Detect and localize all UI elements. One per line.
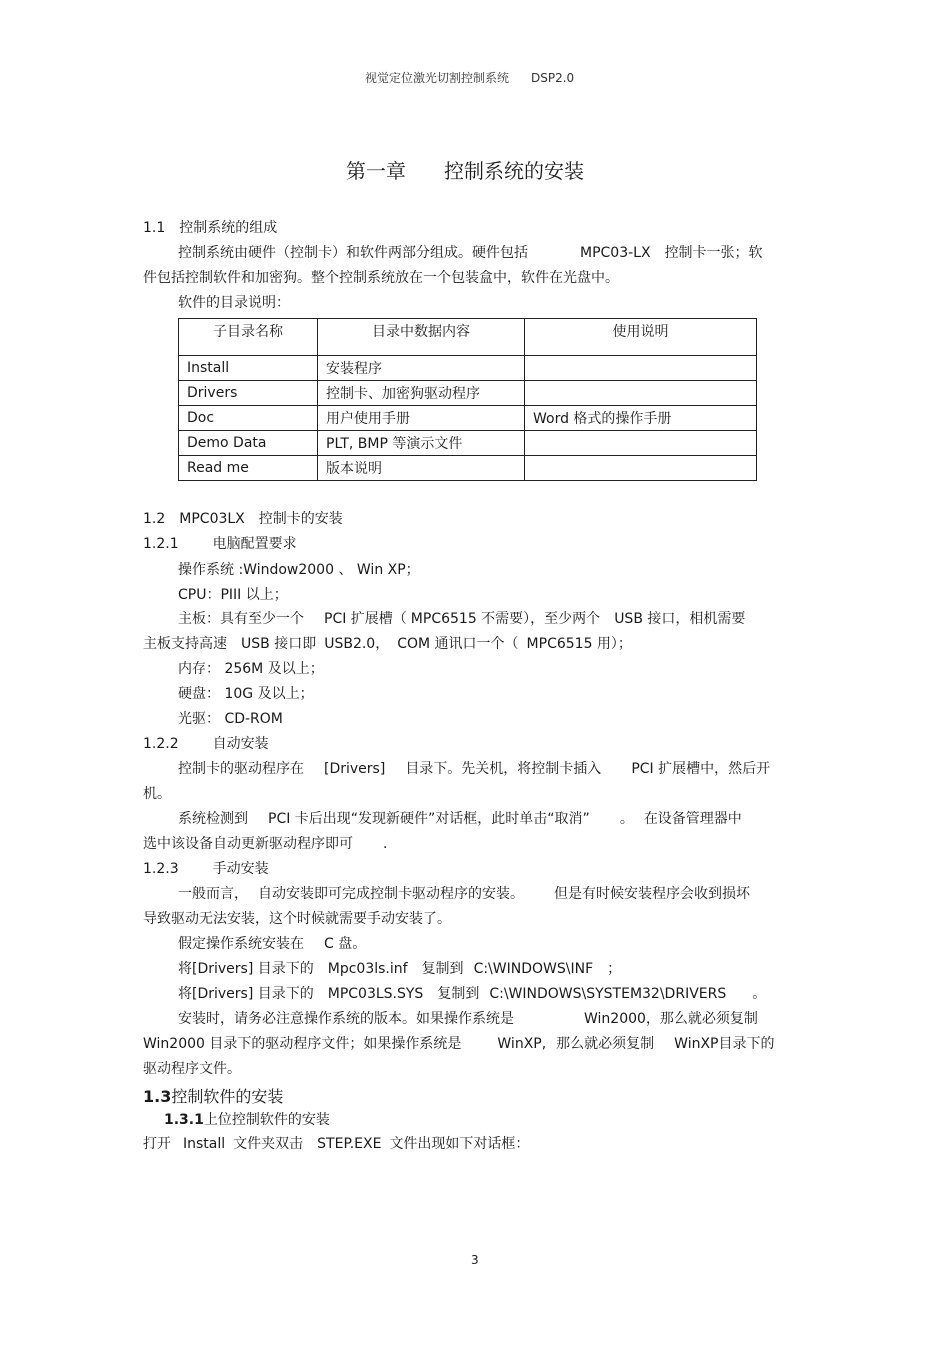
text-span: 文件出现如下对话框：	[389, 1136, 530, 1152]
heading-text: 控制系统的组成	[179, 220, 278, 236]
paragraph-line	[178, 760, 770, 778]
heading-number: 1.2.3	[143, 861, 179, 877]
table-row	[179, 456, 757, 481]
heading-number: 1.1	[143, 220, 166, 236]
section-heading-1-2-3	[143, 860, 269, 878]
paragraph-line: 件包括控制软件和加密狗。整个控制系统放在一个包装盒中，软件在光盘中。	[143, 270, 619, 286]
heading-number: 1.2	[143, 511, 166, 527]
table-cell: Install	[179, 356, 318, 381]
text-span: 将[Drivers] 目录下的	[178, 986, 314, 1002]
text-span: 但是有时候安装程序会收到损坏	[554, 886, 750, 902]
text-span: 。	[752, 986, 767, 1002]
text-span: COM 通讯口一个（	[397, 636, 519, 652]
text-span: C:\WINDOWS\SYSTEM32\DRIVERS	[489, 986, 727, 1002]
chapter-name: 控制系统的安装	[444, 159, 584, 183]
header-title: 视觉定位激光切割控制系统	[365, 71, 510, 85]
text-span: 主板：具有至少一个	[178, 611, 304, 627]
table-cell: PLT, BMP 等演示文件	[318, 431, 525, 456]
table-row	[179, 381, 757, 406]
heading-number: 1.3.1	[164, 1112, 204, 1128]
text-span: PCI 扩展槽（	[324, 611, 407, 627]
table-cell	[525, 356, 757, 381]
table-cell: 控制卡、加密狗驱动程序	[318, 381, 525, 406]
paragraph-line: 硬盘： 10G 及以上；	[178, 686, 314, 702]
text-span: 自动安装即可完成控制卡驱动程序的安装。	[258, 886, 524, 902]
paragraph-line	[178, 1010, 758, 1028]
text-span: MPC6515 不需要），至少两个	[410, 611, 601, 627]
paragraph-line: 操作系统 :Window2000 、 Win XP；	[178, 562, 420, 578]
heading-number: 1.2.2	[143, 736, 179, 752]
table-cell	[525, 456, 757, 481]
table-cell: Demo Data	[179, 431, 318, 456]
text-span: Win2000 目录下的驱动程序文件；如果操作系统是	[143, 1036, 462, 1052]
paragraph-line	[143, 1135, 529, 1153]
paragraph-line	[143, 1035, 775, 1053]
table-header-cell: 子目录名称	[179, 319, 318, 356]
table-cell: 用户使用手册	[318, 406, 525, 431]
text-span: 一般而言，	[178, 886, 248, 902]
text-span: .	[383, 836, 388, 852]
heading-text: 上位控制软件的安装	[203, 1112, 330, 1128]
text-span: MPC03LS.SYS	[327, 986, 424, 1002]
paragraph-line	[143, 635, 632, 653]
text-span: 复制到	[421, 961, 464, 977]
section-heading-1-3	[143, 1084, 283, 1107]
text-span: 控制系统由硬件（控制卡）和软件两部分组成。硬件包括	[178, 245, 528, 261]
text-span: STEP.EXE	[317, 1136, 382, 1152]
directory-table	[178, 318, 757, 481]
paragraph-line	[178, 935, 366, 953]
text-span: MPC6515 用）；	[526, 636, 632, 652]
text-span: PCI 扩展槽中，然后开	[631, 761, 771, 777]
table-row	[179, 356, 757, 381]
paragraph-line	[178, 244, 763, 262]
table-row	[179, 406, 757, 431]
text-span: 假定操作系统安装在	[178, 936, 304, 952]
text-span: 控制卡的驱动程序在	[178, 761, 304, 777]
table-header-row	[179, 319, 757, 356]
section-heading-1-2-1	[143, 535, 297, 553]
heading-text: 控制卡的安装	[258, 511, 343, 527]
paragraph-line	[178, 960, 621, 978]
text-span: Win2000，那么就必须复制	[584, 1011, 758, 1027]
text-span: 目录下。先关机，将控制卡插入	[405, 761, 602, 777]
heading-number: 1.3	[143, 1087, 172, 1106]
text-span: USB2.0，	[324, 636, 390, 652]
section-heading-1-2-2	[143, 735, 269, 753]
table-cell	[525, 431, 757, 456]
text-span: 。	[619, 811, 634, 827]
text-span: 选中该设备自动更新驱动程序即可	[143, 836, 353, 852]
text-span: 主板支持高速	[143, 636, 227, 652]
text-span: ；	[607, 961, 622, 977]
text-span: MPC03LX	[179, 511, 245, 527]
text-span: 控制卡一张；软	[664, 245, 763, 261]
paragraph-line: 机。	[143, 786, 171, 802]
text-span: 文件夹双击	[233, 1136, 304, 1152]
table-header-cell: 使用说明	[525, 319, 757, 356]
chapter-number: 第一章	[346, 159, 406, 183]
paragraph-line: 驱动程序文件。	[143, 1061, 241, 1077]
text-span: 打开	[143, 1136, 171, 1152]
text-span: 系统检测到	[178, 811, 248, 827]
text-span: C 盘。	[324, 936, 367, 952]
text-span: WinXP,	[497, 1036, 547, 1052]
table-cell: Drivers	[179, 381, 318, 406]
heading-text: 手动安装	[212, 861, 269, 877]
text-span: 那么就必须复制	[556, 1036, 655, 1052]
header-version: DSP2.0	[531, 71, 575, 85]
paragraph-line: 软件的目录说明：	[178, 295, 290, 311]
paragraph-line	[143, 835, 387, 853]
page-number: 3	[471, 1253, 479, 1267]
heading-text: 控制软件的安装	[171, 1087, 284, 1106]
heading-number: 1.2.1	[143, 536, 179, 552]
section-heading-1-2	[143, 510, 343, 528]
running-header	[365, 69, 574, 86]
paragraph-line: 导致驱动无法安装，这个时候就需要手动安装了。	[143, 911, 451, 927]
paragraph-line	[178, 810, 742, 828]
table-cell: Read me	[179, 456, 318, 481]
table-cell: 版本说明	[318, 456, 525, 481]
text-span: 复制到	[437, 986, 480, 1002]
table-row	[179, 431, 757, 456]
text-span: USB 接口，相机需要	[614, 611, 746, 627]
paragraph-line: 内存： 256M 及以上；	[178, 661, 324, 677]
text-span: 在设备管理器中	[643, 811, 742, 827]
text-span: 将[Drivers] 目录下的	[178, 961, 314, 977]
table-cell	[525, 381, 757, 406]
table-cell: Word 格式的操作手册	[525, 406, 757, 431]
heading-text: 自动安装	[212, 736, 269, 752]
text-span: Install	[183, 1136, 226, 1152]
section-heading-1-3-1	[164, 1111, 330, 1129]
text-span: Mpc03ls.inf	[327, 961, 408, 977]
paragraph-line	[178, 610, 745, 628]
table-cell: 安装程序	[318, 356, 525, 381]
table-cell: Doc	[179, 406, 318, 431]
chapter-title	[346, 155, 584, 184]
text-span: 安装时，请务必注意操作系统的版本。如果操作系统是	[178, 1011, 514, 1027]
text-span: [Drivers]	[324, 761, 386, 777]
paragraph-line	[178, 885, 750, 903]
paragraph-line: CPU：PIII 以上；	[178, 587, 288, 603]
text-span: C:\WINDOWS\INF	[473, 961, 594, 977]
text-span: PCI 卡后出现“发现新硬件”对话框，此时单击“取消”	[268, 811, 590, 827]
text-span: MPC03-LX	[580, 245, 651, 261]
paragraph-line: 光驱： CD-ROM	[178, 711, 283, 727]
section-heading-1-1	[143, 219, 277, 237]
text-span: WinXP目录下的	[674, 1036, 775, 1052]
paragraph-line	[178, 985, 766, 1003]
heading-text: 电脑配置要求	[212, 536, 297, 552]
table-header-cell: 目录中数据内容	[318, 319, 525, 356]
text-span: USB 接口即	[241, 636, 317, 652]
